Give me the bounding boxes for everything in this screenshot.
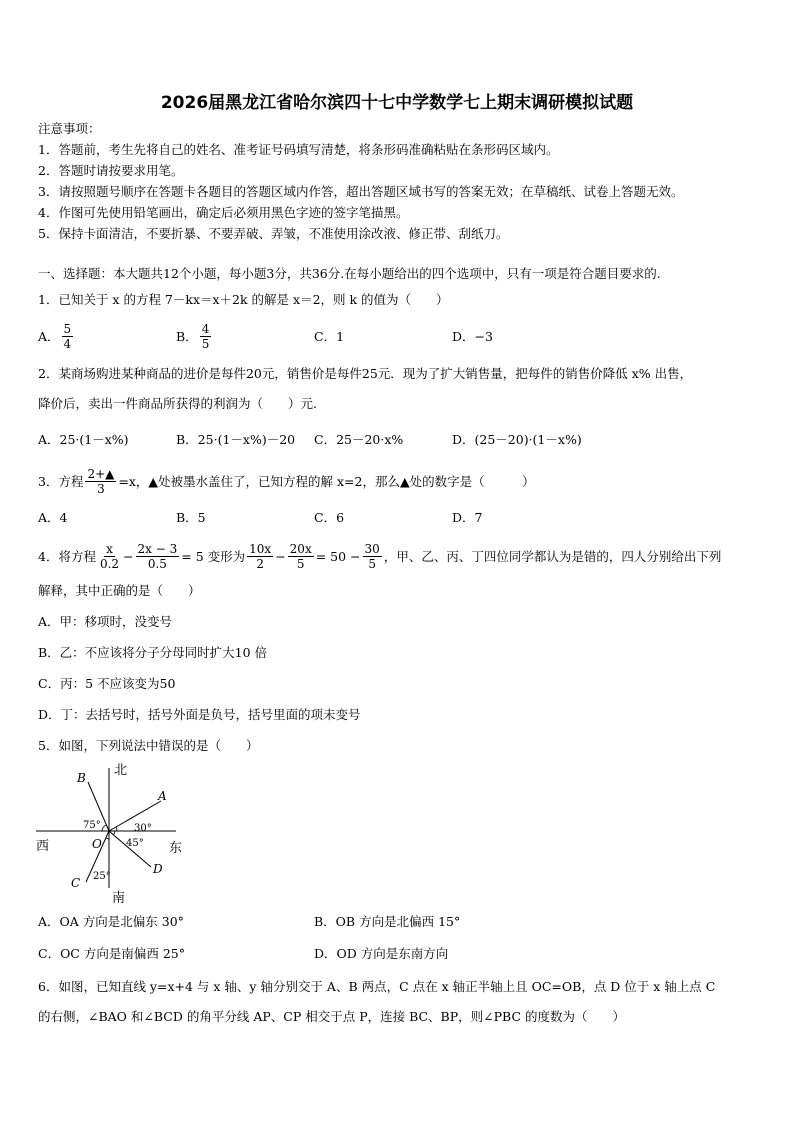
q3-numerator: 2+▲ bbox=[87, 466, 115, 481]
label-a: A bbox=[158, 789, 167, 803]
q1-a-numerator: 5 bbox=[63, 321, 72, 336]
q3-option-a: A．4 bbox=[38, 510, 68, 525]
q4-stem-line2: 解释，其中正确的是（ ） bbox=[38, 583, 201, 598]
q3-option-c: C．6 bbox=[314, 510, 345, 525]
q4-f4-denominator: 5 bbox=[296, 556, 305, 571]
q4-f5-denominator: 5 bbox=[368, 556, 376, 571]
q1-b-fraction bbox=[200, 322, 212, 351]
q1-b-numerator: 4 bbox=[201, 321, 210, 336]
q4-f3-denominator: 2 bbox=[256, 556, 264, 571]
q4-option-d: D．丁：去括号时，括号外面是负号，括号里面的项未变号 bbox=[38, 707, 361, 722]
arc-75 bbox=[102, 825, 106, 831]
ray-od bbox=[109, 831, 151, 867]
notice-item: 4．作图可先使用铅笔画出，确定后必须用黑色字迹的签字笔描黑。 bbox=[38, 205, 409, 220]
q4-f1-numerator: x bbox=[106, 541, 113, 556]
q4-fraction-2 bbox=[136, 542, 180, 571]
section-heading: 一、选择题：本大题共12个小题，每小题3分，共36分.在每小题给出的四个选项中，只有一项是符合题目要求的. bbox=[38, 266, 661, 281]
q6-stem-line1: 6．如图，已知直线 y=x+4 与 x 轴、y 轴分别交于 A、B 两点，C 点在 x 轴正半轴上且 OC=OB，点 D 位于 x 轴上点 C bbox=[38, 979, 716, 994]
q2-stem-line1: 2．某商场购进某种商品的进价是每件20元，销售价是每件25元．现为了扩大销售量，把每件的销售价降低 x% 出售， bbox=[38, 366, 693, 381]
q4-eq-1: = 5 变形为 bbox=[181, 549, 246, 564]
label-angle-25: 25° bbox=[93, 871, 111, 882]
q5-option-a: A．OA 方向是北偏东 30° bbox=[38, 914, 184, 929]
q4-fraction-4 bbox=[288, 542, 314, 571]
label-d: D bbox=[153, 862, 163, 876]
q1-option-b bbox=[176, 316, 213, 356]
label-west: 西 bbox=[36, 839, 50, 854]
label-south: 南 bbox=[112, 891, 126, 906]
q3-option-d: D．7 bbox=[452, 510, 483, 525]
label-c: C bbox=[71, 876, 81, 890]
q2-option-a: A．25·(1－x%) bbox=[38, 432, 129, 447]
q4-minus-2: − bbox=[275, 548, 286, 564]
q1-a-fraction bbox=[62, 322, 74, 351]
q1-b-label: B． bbox=[176, 329, 198, 344]
q4-fraction-5 bbox=[363, 542, 382, 571]
q5-compass-figure bbox=[36, 760, 196, 906]
q4-fraction-1 bbox=[98, 542, 121, 571]
q4-option-b: B．乙：不应该将分子分母同时扩大10 倍 bbox=[38, 645, 268, 660]
label-angle-30: 30° bbox=[134, 823, 152, 834]
arc-45 bbox=[113, 831, 115, 835]
q4-f5-numerator: 30 bbox=[364, 541, 380, 556]
q4-f1-denominator: 0.2 bbox=[99, 556, 120, 571]
page-title: 2026届黑龙江省哈尔滨四十七中学数学七上期末调研模拟试题 bbox=[160, 93, 634, 113]
q2-option-b: B．25·(1－x%)－20 bbox=[176, 432, 296, 447]
q2-stem-line2: 降价后，卖出一件商品所获得的利润为（ ）元. bbox=[38, 396, 317, 411]
q4-stem-post: ，甲、乙、丙、丁四位同学都认为是错的，四人分别给出下列 bbox=[383, 549, 722, 564]
notice-heading: 注意事项： bbox=[38, 121, 101, 136]
q3-option-b: B．5 bbox=[176, 510, 206, 525]
q4-eq-2: = 50 − bbox=[315, 548, 361, 564]
q5-option-d: D．OD 方向是东南方向 bbox=[314, 946, 449, 961]
label-b: B bbox=[77, 771, 86, 785]
q4-f2-numerator: 2x − 3 bbox=[137, 541, 178, 556]
q1-a-denominator: 4 bbox=[63, 336, 72, 351]
label-east: 东 bbox=[169, 841, 183, 856]
q3-stem bbox=[38, 461, 535, 501]
arc-30 bbox=[116, 827, 117, 831]
q1-a-label: A． bbox=[38, 329, 60, 344]
q1-option-a bbox=[38, 316, 75, 356]
q3-denominator: 3 bbox=[97, 481, 105, 496]
q3-fraction bbox=[85, 467, 116, 496]
q4-option-c: C．丙：5 不应该变为50 bbox=[38, 676, 176, 691]
q4-stem bbox=[38, 536, 721, 576]
q4-f3-numerator: 10x bbox=[249, 541, 272, 556]
q4-f4-numerator: 20x bbox=[289, 541, 312, 556]
q3-stem-pre: 3．方程 bbox=[38, 474, 84, 489]
q6-stem-line2: 的右侧，∠BAO 和∠BCD 的角平分线 AP、CP 相交于点 P，连接 BC、BP，则∠PBC 的度数为（ ） bbox=[38, 1009, 625, 1024]
q5-option-c: C．OC 方向是南偏西 25° bbox=[38, 946, 185, 961]
q1-b-denominator: 5 bbox=[201, 336, 210, 351]
q4-f2-denominator: 0.5 bbox=[147, 556, 167, 571]
q4-fraction-3 bbox=[247, 542, 273, 571]
label-angle-45: 45° bbox=[126, 838, 144, 849]
notice-item: 5．保持卡面清洁，不要折暴、不要弄破、弄皱，不准使用涂改液、修正带、刮纸刀。 bbox=[38, 226, 509, 241]
label-angle-75: 75° bbox=[83, 820, 101, 831]
q3-stem-post: =x，▲处被墨水盖住了，已知方程的解 x=2，那么▲处的数字是（ ） bbox=[118, 474, 535, 489]
q4-minus-1: − bbox=[123, 548, 134, 564]
notice-item: 1．答题前，考生先将自己的姓名、准考证号码填写清楚，将条形码准确粘贴在条形码区域内。 bbox=[38, 142, 559, 157]
q1-option-d: D．−3 bbox=[452, 329, 493, 344]
q4-option-a: A．甲：移项时，没变号 bbox=[38, 614, 173, 629]
q1-stem: 1．已知关于 x 的方程 7－kx＝x＋2k 的解是 x＝2，则 k 的值为（ ） bbox=[38, 292, 449, 307]
q2-option-c: C．25－20·x% bbox=[314, 432, 404, 447]
notice-item: 3．请按照题号顺序在答题卡各题目的答题区域内作答，超出答题区域书写的答案无效；在草稿纸、试卷上答题无效。 bbox=[38, 184, 684, 199]
q1-option-c: C．1 bbox=[314, 329, 345, 344]
label-o: O bbox=[92, 837, 102, 851]
q2-option-d: D．(25－20)·(1－x%) bbox=[452, 432, 582, 447]
notice-item: 2．答题时请按要求用笔。 bbox=[38, 163, 184, 178]
label-north: 北 bbox=[114, 763, 128, 778]
q5-option-b: B．OB 方向是北偏西 15° bbox=[314, 914, 461, 929]
q5-stem: 5．如图，下列说法中错误的是（ ） bbox=[38, 738, 259, 753]
q4-stem-pre: 4．将方程 bbox=[38, 549, 96, 564]
